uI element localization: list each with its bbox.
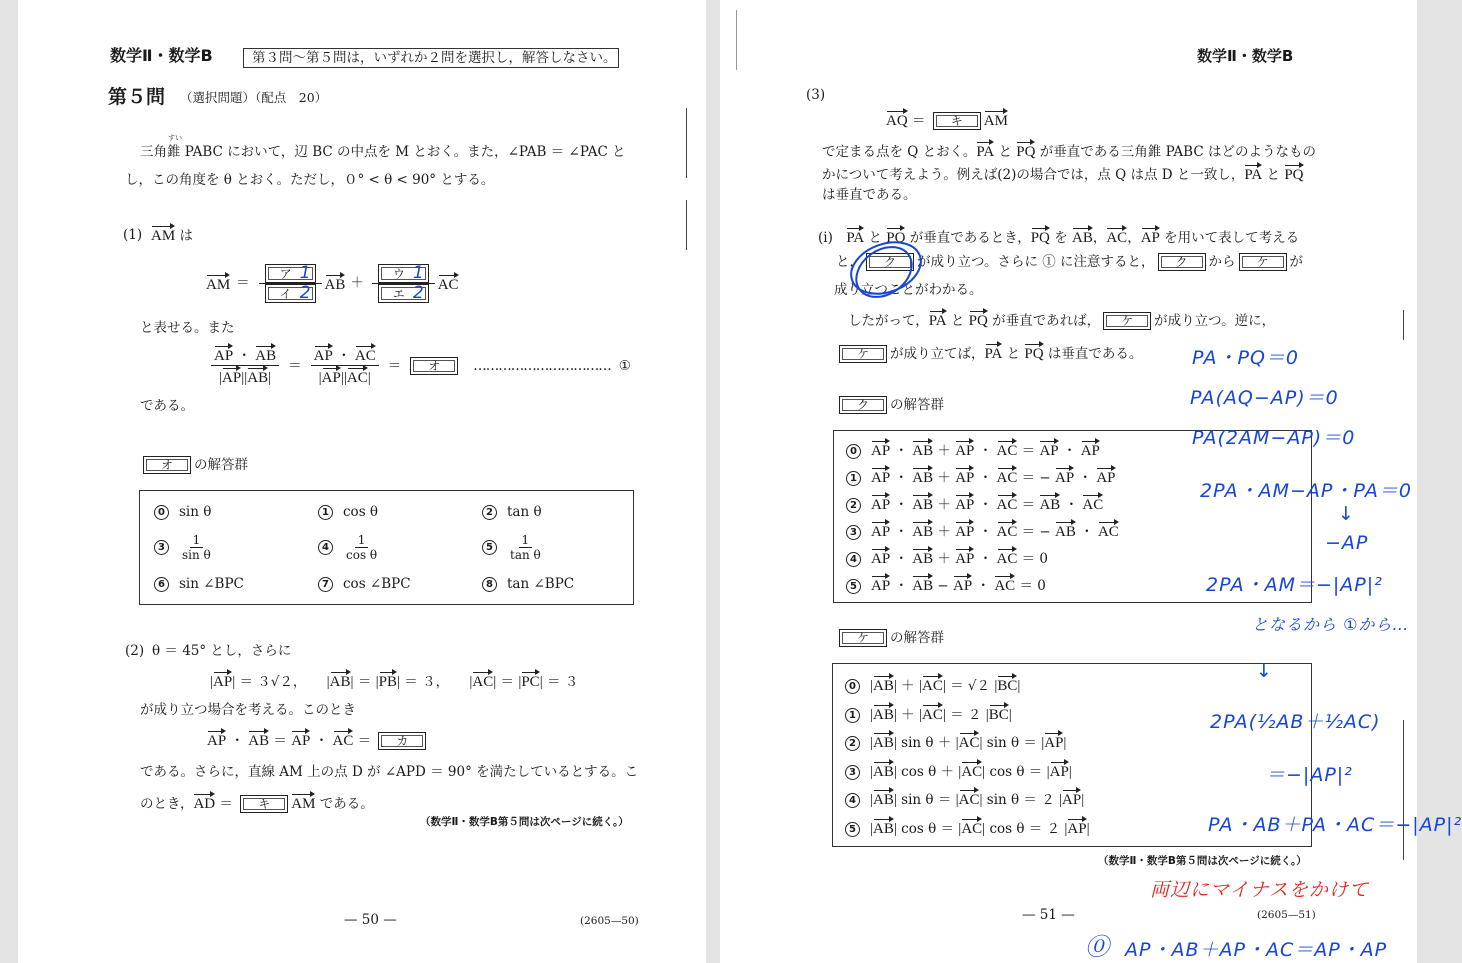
vector-ap: AP <box>1062 788 1081 809</box>
vector-ap: AP <box>1096 466 1115 487</box>
vector-ap: AP <box>314 344 333 365</box>
vector-magnitude: |BC| <box>986 707 1012 723</box>
vector-ab: AB <box>912 547 933 568</box>
choice-number-3: 3 <box>846 525 861 540</box>
box-label-a: ア <box>279 266 292 281</box>
text: (i) <box>818 230 847 246</box>
vector-pa: PA <box>929 309 947 330</box>
equation-mark: ① <box>618 357 631 374</box>
choice-number-5: 5 <box>482 540 497 555</box>
text: ＋ <box>933 497 956 513</box>
fraction-part: cos θ <box>346 548 378 562</box>
text: ＝ <box>215 796 238 812</box>
equals: ＝ <box>387 357 402 374</box>
vector-ac: AC <box>922 674 943 695</box>
choice-number-1: 1 <box>845 708 860 723</box>
vector-ab: AB <box>873 817 894 838</box>
vector-ap: AP <box>871 466 890 487</box>
vector-ap: AP <box>214 344 233 365</box>
text: cos θ ＝ <box>896 820 959 837</box>
handwritten-arrow: ↓ <box>1338 503 1355 525</box>
box-label-u: ウ <box>392 266 405 281</box>
box-label-i: イ <box>279 286 292 301</box>
choice-number-2: 2 <box>846 498 861 513</box>
text: ＝ <box>353 674 376 690</box>
handwritten-red-note: 両辺にマイナスをかけて <box>1150 879 1369 901</box>
choice-text: sin θ <box>179 504 212 520</box>
handwritten-i: 2 <box>299 282 311 303</box>
answer-box-o-ref: オ <box>143 456 191 474</box>
vector-magnitude: |AP| <box>1064 821 1089 837</box>
text: が成り立てば， <box>890 346 985 362</box>
text: − <box>933 578 954 594</box>
vector-ap: AP <box>871 493 890 514</box>
part3-label: (3) <box>806 87 826 103</box>
vector-ap: AP <box>871 547 890 568</box>
text: ＝ − <box>1017 524 1056 540</box>
problem-meta: （選択問題）（配点 20） <box>180 90 328 105</box>
text: ＋ <box>933 443 956 459</box>
handwritten-u: 1 <box>412 262 424 283</box>
vector-ab: AB <box>912 574 933 595</box>
choice-number-8: 8 <box>482 577 497 592</box>
vector-magnitude: |AC| <box>956 792 983 808</box>
text: ＝ <box>496 674 519 690</box>
text: と <box>1262 167 1285 183</box>
text: sin θ ＋ <box>896 735 956 751</box>
handwritten-note: ＝−|AP|² <box>1266 764 1353 786</box>
text: が成り立つ。さらに ① に注意すると， <box>917 254 1155 270</box>
choice-number-7: 7 <box>318 577 333 592</box>
vector-ab: AB <box>912 439 933 460</box>
vector-am: AM <box>291 792 315 813</box>
choice-number-0: 0 <box>845 679 860 694</box>
vector-magnitude: |BC| <box>994 678 1020 694</box>
vector-ac: AC <box>959 788 980 809</box>
vector-magnitude: |AC| <box>919 678 946 694</box>
vector-magnitude: |AC| <box>344 370 371 386</box>
text: ＝ √２ <box>945 678 995 694</box>
vector-magnitude: |AC| <box>919 707 946 723</box>
handwritten-note: 2PA・AM−AP・PA＝0 <box>1200 480 1412 502</box>
vector-pq: PQ <box>1284 163 1303 184</box>
handwritten-note: −AP <box>1325 532 1369 554</box>
text: が <box>1289 254 1304 270</box>
choice-number-2: 2 <box>845 736 860 751</box>
vector-ab: AB <box>873 731 894 752</box>
text: である。 <box>315 796 374 812</box>
text: ・ <box>890 497 913 513</box>
text: ＋ <box>933 524 956 540</box>
choice-text: tan θ <box>507 504 542 520</box>
ink-circle <box>844 233 928 303</box>
text: ＝ ２ <box>945 706 986 723</box>
vector-pc: PC <box>521 670 539 691</box>
vector-ab: AB <box>330 670 351 691</box>
text: ＝ ３√２， <box>235 674 327 690</box>
handwritten-e: 2 <box>412 282 424 303</box>
choice-number-6: 6 <box>154 577 169 592</box>
vector-ad: AD <box>193 792 215 813</box>
vector-ap: AP <box>291 729 310 750</box>
text: sin θ ＝ <box>982 735 1042 751</box>
page-number: — 51 — <box>1022 907 1075 923</box>
vector-ac: AC <box>961 760 982 781</box>
vector-ap: AP <box>1081 439 1100 460</box>
text: ・ <box>974 470 997 486</box>
vector-ap: AP <box>955 466 974 487</box>
handwritten-note: 2PA(½AB＋½AC) <box>1210 711 1381 733</box>
text: は垂直である。 <box>1043 346 1143 362</box>
vector-ac: AC <box>997 493 1018 514</box>
choice-number-3: 3 <box>845 765 860 780</box>
vector-ap: AP <box>1141 226 1160 247</box>
vector-magnitude: |AB| <box>244 370 271 386</box>
equals: ＝ <box>288 357 302 374</box>
answer-box[interactable]: ケ <box>1103 312 1151 330</box>
fraction-part: 1 <box>519 533 533 548</box>
continued-note: （数学Ⅱ・数学B第５問は次ページに続く。） <box>1098 855 1307 867</box>
vector-ap: AP <box>953 574 972 595</box>
text: が成り立つ場合を考える。このとき <box>140 702 356 718</box>
choice-number-1: 1 <box>846 471 861 486</box>
vector-am: AM <box>984 109 1008 130</box>
vector-magnitude: |AP| <box>210 674 235 690</box>
vector-ac: AC <box>1082 493 1103 514</box>
vector-ap: AP <box>955 439 974 460</box>
answer-box[interactable]: キ <box>240 795 288 813</box>
text: のとき， <box>140 796 194 812</box>
text: の解答群 <box>890 397 944 413</box>
text: が垂直である三角錐 PABC はどのようなもの <box>1035 144 1316 160</box>
vector-bc: BC <box>989 703 1009 724</box>
vector-ab: AB <box>1072 226 1093 247</box>
text: で定まる点を Q とおく。 <box>822 144 977 160</box>
problem-title: 第５問 <box>108 86 166 108</box>
vector-ap: AP <box>207 729 226 750</box>
text: ＝ 0 <box>1017 551 1049 567</box>
vector-bc: BC <box>997 674 1017 695</box>
part1-label: (1) <box>123 227 143 243</box>
vector-magnitude: |AB| <box>870 821 897 837</box>
text: ＝ 0 <box>1015 578 1046 594</box>
answer-box[interactable]: ク <box>866 253 914 271</box>
vector-ac: AC <box>438 273 459 294</box>
handwritten-note: 2PA・AM＝−|AP|² <box>1206 574 1383 596</box>
vector-pa: PA <box>1244 163 1262 184</box>
choice-number-2: 2 <box>482 505 497 520</box>
text: と <box>864 230 887 246</box>
text: は <box>175 228 193 244</box>
choice-number-5: 5 <box>846 579 861 594</box>
handwritten-a: 1 <box>299 262 311 283</box>
text: と <box>1002 346 1025 362</box>
vector-pq: PQ <box>1016 140 1035 161</box>
text: ・ <box>890 524 913 540</box>
choice-number-1: 1 <box>318 505 333 520</box>
text: ＝ − <box>1017 470 1056 486</box>
text: ・ <box>332 348 355 364</box>
vector-ap: AP <box>1050 760 1069 781</box>
text: ・ <box>1075 524 1098 540</box>
vector-ac: AC <box>347 366 368 387</box>
handwritten-note: PA・PQ＝0 <box>1192 347 1300 369</box>
vector-ac: AC <box>961 817 982 838</box>
vector-ab: AB <box>1055 520 1076 541</box>
text: 三角錐 PABC において，辺 BC の中点を M とおく。また，∠PAB ＝ ∠PAC と <box>140 144 626 160</box>
vector-ap: AP <box>871 574 890 595</box>
vector-am: AM <box>206 273 230 294</box>
header-instruction: 第３問～第５問は，いずれか２問を選択し，解答しなさい。 <box>243 48 619 68</box>
text: ＝ <box>353 733 376 749</box>
text: ＝ <box>907 113 930 129</box>
vector-ab: AB <box>912 493 933 514</box>
vector-ac: AC <box>994 574 1015 595</box>
vector-ab: AB <box>912 466 933 487</box>
vector-pa: PA <box>976 140 994 161</box>
handwritten-note: PA(2AM−AP)＝0 <box>1192 427 1356 449</box>
vector-ac: AC <box>922 703 943 724</box>
answer-box[interactable]: ケ <box>839 345 887 363</box>
vector-ap: AP <box>222 366 241 387</box>
choice-number-5: 5 <box>845 822 860 837</box>
text: ・ <box>890 578 913 594</box>
text: の解答群 <box>890 630 944 646</box>
vector-ac: AC <box>997 520 1018 541</box>
fraction-part: 1 <box>190 533 204 548</box>
text: は垂直である。 <box>822 187 917 203</box>
vector-magnitude: |PC| <box>518 674 542 690</box>
answer-box-o[interactable]: オ <box>410 357 458 375</box>
vector-ap: AP <box>871 439 890 460</box>
vector-ac: AC <box>997 439 1018 460</box>
vector-ap: AP <box>955 493 974 514</box>
choice-text: cos ∠BPC <box>343 576 411 592</box>
text: ・ <box>226 733 249 749</box>
vector-ab: AB <box>325 273 346 294</box>
text: ・ <box>890 470 913 486</box>
vector-pq: PQ <box>969 309 988 330</box>
vector-magnitude: |AB| <box>327 674 354 690</box>
answer-box[interactable]: キ <box>933 112 981 130</box>
vector-ap: AP <box>871 520 890 541</box>
vector-ac: AC <box>333 729 354 750</box>
vector-magnitude: |AP| <box>1047 764 1072 780</box>
vector-magnitude: |AB| <box>870 764 897 780</box>
leader-dots: …………………………… <box>473 357 611 374</box>
fraction-part: 1 <box>355 533 369 548</box>
vector-pq: PQ <box>1024 342 1043 363</box>
text: ・ <box>1060 497 1083 513</box>
vector-ap: AP <box>322 366 341 387</box>
text: cos θ ＝ <box>985 763 1047 780</box>
text: ＝ <box>269 733 292 749</box>
text: ， <box>1092 230 1107 246</box>
text: から <box>1208 254 1236 270</box>
ruby-sui: すい <box>168 134 182 142</box>
text: ＝ ３ <box>542 674 579 690</box>
continued-note: （数学Ⅱ・数学B第５問は次ページに続く。） <box>420 816 629 828</box>
text: ・ <box>890 551 913 567</box>
handwritten-note: PA・AB＋PA・AC＝−|AP|² <box>1208 814 1462 836</box>
text: sin θ ＝ <box>896 792 956 808</box>
vector-magnitude: |AP| <box>1041 735 1066 751</box>
vector-ac: AC <box>959 731 980 752</box>
text: ＋ <box>896 678 919 694</box>
vector-ab: AB <box>873 788 894 809</box>
choice-number-0: 0 <box>846 444 861 459</box>
vector-ap: AP <box>1039 439 1058 460</box>
vector-magnitude: |AC| <box>958 764 985 780</box>
text: ＝ <box>1017 497 1040 513</box>
vector-ab: AB <box>248 729 269 750</box>
vector-magnitude: |AB| <box>870 678 897 694</box>
text: ＋ <box>933 470 956 486</box>
vector-ap: AP <box>1067 817 1086 838</box>
vector-magnitude: |AP| <box>219 370 244 386</box>
vector-magnitude: |AB| <box>870 792 897 808</box>
vector-pa: PA <box>846 226 864 247</box>
vector-magnitude: |AC| <box>958 821 985 837</box>
vector-ac: AC <box>472 670 493 691</box>
vector-pa: PA <box>985 342 1003 363</box>
vector-ab: AB <box>1039 493 1060 514</box>
vector-ap: AP <box>1055 466 1074 487</box>
answer-box[interactable]: カ <box>378 732 426 750</box>
handwritten-note: となるから ①から… <box>1252 615 1410 634</box>
text: と， <box>836 254 863 270</box>
answer-box[interactable]: ケ <box>1239 253 1287 271</box>
vector-pq: PQ <box>886 226 905 247</box>
vector-ac: AC <box>355 344 376 365</box>
vector-ac: AC <box>1098 520 1119 541</box>
page-number: — 50 — <box>344 912 397 928</box>
vector-ac: AC <box>1106 226 1127 247</box>
vector-ap: AP <box>213 670 232 691</box>
equals: ＝ <box>236 275 250 291</box>
text: が垂直であれば， <box>987 313 1101 329</box>
choice-number-0: 0 <box>154 505 169 520</box>
vector-aq: AQ <box>886 109 908 130</box>
vector-am: AM <box>151 224 175 245</box>
choice-number-3: 3 <box>154 540 169 555</box>
text: ・ <box>974 551 997 567</box>
text: sin θ ＝ ２ <box>982 792 1060 808</box>
ink-circle <box>847 237 921 307</box>
plus: ＋ <box>350 275 364 291</box>
text: ＝ ３， <box>400 674 470 690</box>
text: ・ <box>972 578 995 594</box>
text: が垂直であるとき， <box>905 230 1031 246</box>
page-code: (2605—50) <box>580 915 639 927</box>
vector-magnitude: |PB| <box>376 674 400 690</box>
vector-ab: AB <box>912 520 933 541</box>
handwritten-answer: ⓪ <box>1085 933 1110 961</box>
vector-ab: AB <box>873 760 894 781</box>
text: したがって， <box>848 313 929 329</box>
vector-ac: AC <box>997 547 1018 568</box>
after-eq1: と表せる。また <box>140 320 235 336</box>
fraction-part: tan θ <box>510 548 541 562</box>
vector-magnitude: |AP| <box>1059 792 1084 808</box>
text: ， <box>1127 230 1141 246</box>
handwritten-arrow: ↓ <box>1256 660 1273 682</box>
text: ・ <box>1074 470 1097 486</box>
text: ・ <box>310 733 333 749</box>
vector-magnitude: |AB| <box>870 735 897 751</box>
handwritten-note: PA(AQ−AP)＝0 <box>1190 387 1339 409</box>
text: 成り立つことがわかる。 <box>834 282 983 298</box>
text: である。さらに，直線 AM 上の点 D が ∠APD ＝ 90° を満たしているとする。こ <box>140 764 639 780</box>
vector-ab: AB <box>873 674 894 695</box>
dearu: である。 <box>140 398 194 414</box>
text: を <box>1049 230 1072 246</box>
vector-ap: AP <box>955 547 974 568</box>
vector-ab: AB <box>247 366 268 387</box>
text: ・ <box>890 443 913 459</box>
part2-label: (2) <box>125 643 145 659</box>
page-code: (2605—51) <box>1257 909 1316 921</box>
vector-magnitude: |AB| <box>870 707 897 723</box>
header-subject: 数学Ⅱ・数学B <box>110 46 213 65</box>
text: ＋ <box>933 551 956 567</box>
choice-text: cos θ <box>343 504 379 520</box>
text: cos θ ＝ ２ <box>985 820 1065 837</box>
vector-pq: PQ <box>1031 226 1050 247</box>
text: ・ <box>1058 443 1081 459</box>
box-label-e: エ <box>392 286 405 301</box>
text: ・ <box>974 443 997 459</box>
vector-ap: AP <box>955 520 974 541</box>
text: し，この角度を θ とおく。ただし，０° < θ < 90° とする。 <box>125 172 495 188</box>
text: θ ＝ 45° とし，さらに <box>152 643 292 659</box>
choice-number-4: 4 <box>846 552 861 567</box>
vector-ab: AB <box>255 344 276 365</box>
answer-box[interactable]: ク <box>839 396 887 414</box>
vector-ac: AC <box>997 466 1018 487</box>
fraction-part: sin θ <box>182 548 211 562</box>
text: cos θ ＋ <box>896 763 959 780</box>
answer-box[interactable]: ケ <box>839 629 887 647</box>
answer-box[interactable]: ク <box>1158 253 1206 271</box>
text: ＝ <box>1017 443 1040 459</box>
text: を用いて表して考える <box>1159 230 1300 246</box>
text: と <box>994 144 1017 160</box>
vector-magnitude: |AC| <box>469 674 496 690</box>
header-subject: 数学Ⅱ・数学B <box>1197 47 1294 65</box>
text: ・ <box>974 524 997 540</box>
vector-ab: AB <box>873 703 894 724</box>
text: ＋ <box>896 706 919 723</box>
vector-ap: AP <box>1044 731 1063 752</box>
text: かについて考えよう。例えば(2)の場合では，点 Q は点 D と一致し， <box>822 167 1245 183</box>
choice-text: tan ∠BPC <box>507 576 575 592</box>
vector-magnitude: |AC| <box>956 735 983 751</box>
choice-number-4: 4 <box>318 540 333 555</box>
group-label: の解答群 <box>194 457 248 473</box>
vector-pb: PB <box>379 670 397 691</box>
vector-magnitude: |AP| <box>319 370 344 386</box>
choice-text: sin ∠BPC <box>179 576 244 592</box>
text: が成り立つ。逆に， <box>1154 313 1276 329</box>
text: と <box>946 313 969 329</box>
choice-number-4: 4 <box>845 793 860 808</box>
text: ・ <box>233 348 256 364</box>
handwritten-note: AP・AB＋AP・AC＝AP・AP <box>1125 939 1388 961</box>
text: ・ <box>974 497 997 513</box>
